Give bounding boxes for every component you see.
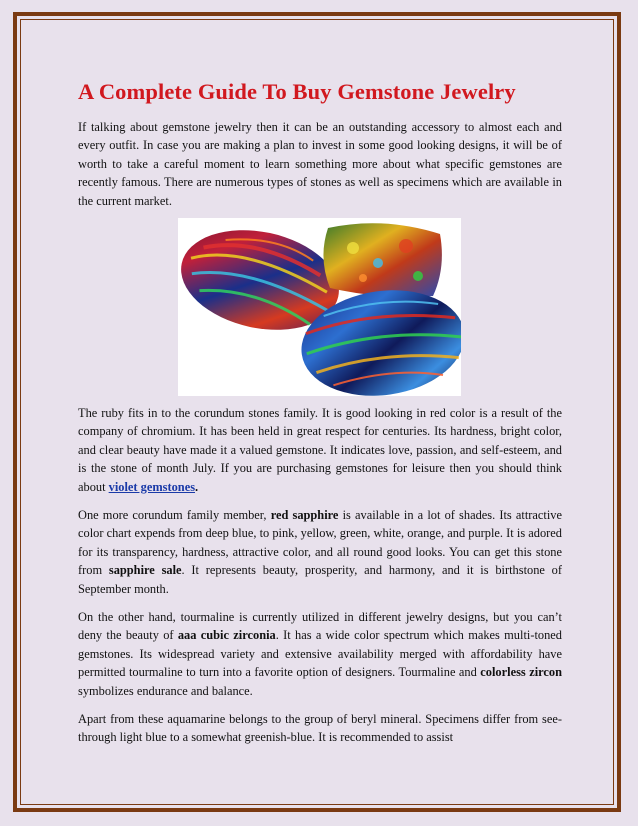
paragraph-tourmaline	[78, 608, 562, 700]
aaa-cubic-zirconia-bold: aaa cubic zirconia	[177, 628, 276, 643]
article-title: A Complete Guide To Buy Gemstone Jewelry	[78, 79, 516, 104]
paragraph-aquamarine: Apart from these aquamarine belongs to the group of beryl mineral. Specimens differ from see-through light blue to a somewhat greenish-blue. It is recommended to assist	[78, 712, 562, 745]
tourmaline-text-a: On the other hand, tourmaline is currently utilized in different jewelry designs, but you can’t deny the beauty of	[78, 610, 562, 643]
tourmaline-text-c: symbolizes endurance and balance.	[78, 683, 253, 698]
article-body	[78, 78, 563, 745]
violet-gemstones-link[interactable]: violet gemstones	[108, 479, 196, 494]
ruby-text: The ruby fits in to the corundum stones family. It is good looking in red color is a result of the company of chromium. It has been held in great respect for centuries. Its hardness, bright color, and clear beauty have made it a valued gemstone. It indicates love, passion, and self-esteem, and is the stone of month July. If you are purchasing gemstones for leisure then you should think about	[78, 406, 562, 494]
sapphire-text-a: One more corundum family member,	[78, 508, 271, 522]
sapphire-text-c: . It represents beauty, prosperity, and harmony, and it is birthstone of September month.	[78, 563, 563, 596]
red-sapphire-bold: red sapphire	[270, 508, 339, 522]
opal-gemstones-photo	[178, 218, 461, 396]
sapphire-sale-bold: sapphire sale	[108, 563, 182, 578]
paragraph-ruby	[78, 404, 562, 496]
sapphire-text-b: is available in a lot of shades. Its attractive color chart expends from deep blue, to pink, yellow, green, white, orange, and purple. It is adored for its transparency, hardness, attractive color, and all round good looks. You can get this stone from	[78, 508, 562, 578]
paragraph-intro: If talking about gemstone jewelry then it can be an outstanding accessory to almost each and every outfit. In case you are making a plan to invest in some good looking designs, it will be of worth to take a careful moment to learn something more about what specific gemstones are recently famous. There are numerous types of stones as well as specimens which are available in the current market.	[78, 120, 562, 208]
colorless-zircon-bold: colorless zircon	[480, 665, 562, 680]
paragraph-sapphire	[78, 506, 562, 598]
gemstone-image	[178, 218, 461, 396]
ruby-period: .	[195, 479, 199, 494]
tourmaline-text-b: . It has a wide color spectrum which makes multi-toned gemstones. Its widespread variety and extensive availability merged with affordability have permitted tourmaline to turn into a favorite option of designers. Tourmaline and	[78, 628, 562, 680]
